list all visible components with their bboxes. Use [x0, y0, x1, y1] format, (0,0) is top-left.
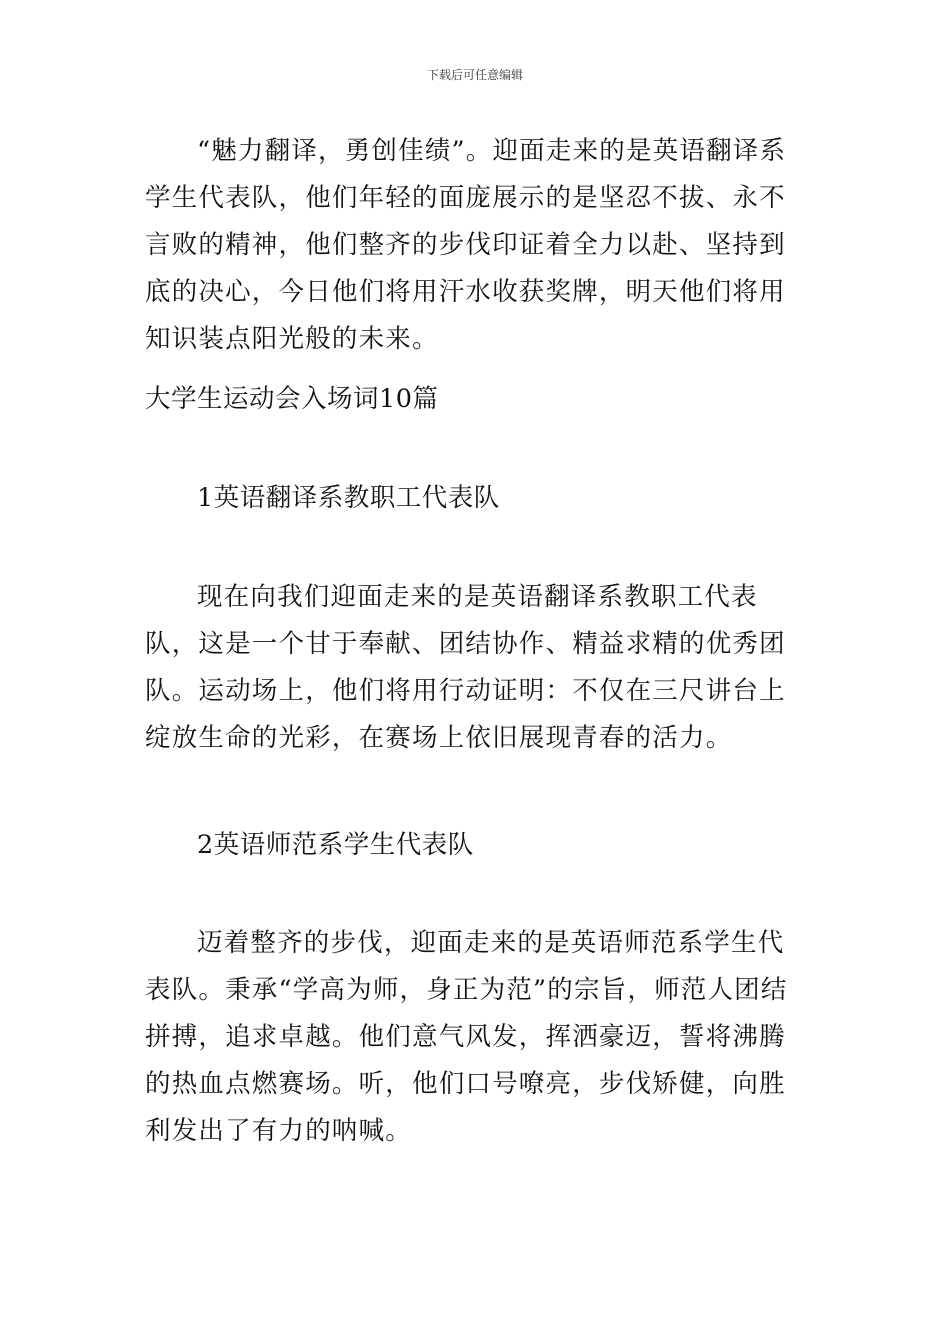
- document-title: 大学生运动会入场词10篇: [145, 384, 439, 414]
- page-header-note: 下载后可任意编辑: [426, 68, 523, 82]
- section-2-heading: 2英语师范系学生代表队: [197, 830, 474, 860]
- section-2-body: 迈着整齐的步伐，迎面走来的是英语师范系学生代表队。秉承“学高为师，身正为范”的宗旨，师范人团结拼搏，追求卓越。他们意气风发，挥洒豪迈，誓将沸腾的热血点燃赛场。听，他们口号嘹亮，步伐矫健，向胜利发出了有力的呐喊。: [145, 928, 788, 1146]
- section-1-body: 现在向我们迎面走来的是英语翻译系教职工代表队，这是一个甘于奉献、团结协作、精益求精的优秀团队。运动场上，他们将用行动证明：不仅在三尺讲台上绽放生命的光彩，在赛场上依旧展现青春的活力。: [145, 582, 786, 753]
- section-1-heading: 1英语翻译系教职工代表队: [197, 483, 500, 513]
- intro-paragraph: “魅力翻译，勇创佳绩”。迎面走来的是英语翻译系学生代表队，他们年轻的面庞展示的是坚忍不拔、永不言败的精神，他们整齐的步伐印证着全力以赴、坚持到底的决心，今日他们将用汗水收获奖牌，明天他们将用知识装点阳光般的未来。: [145, 136, 787, 354]
